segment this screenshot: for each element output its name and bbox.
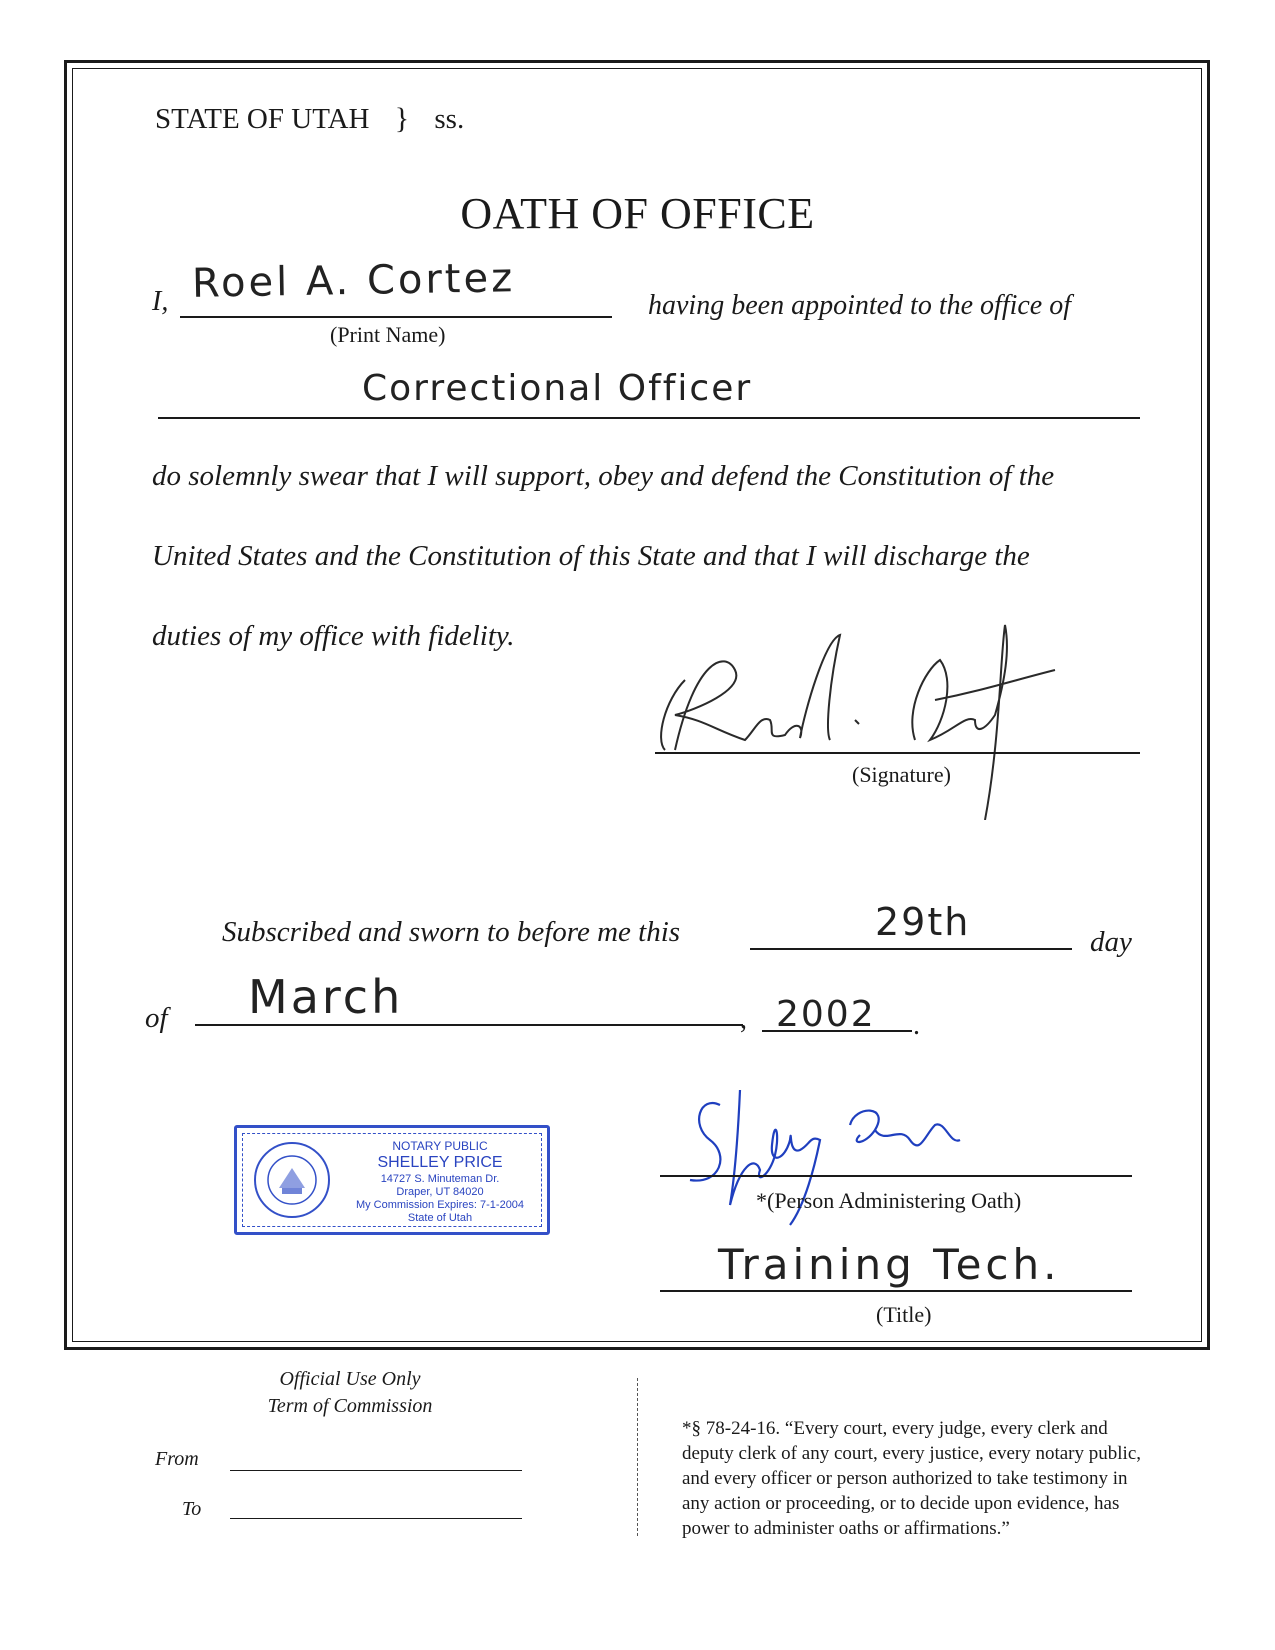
day-label: day xyxy=(1090,926,1132,958)
stamp-line-1: NOTARY PUBLIC xyxy=(392,1139,488,1153)
year-period: . xyxy=(913,1010,920,1041)
statute-line-3: and every officer or person authorized to take testimony in xyxy=(682,1468,1128,1489)
title-handwritten: Training Tech. xyxy=(718,1240,1061,1289)
sworn-text: Subscribed and sworn to before me this xyxy=(222,916,681,948)
month-line xyxy=(195,1024,743,1026)
stamp-line-3: 14727 S. Minuteman Dr. xyxy=(380,1173,500,1185)
official-use-label: Official Use Only xyxy=(279,1368,421,1390)
oath-line-2: United States and the Constitution of this State and that I will discharge the xyxy=(152,540,1030,572)
state-ss: ss. xyxy=(434,103,465,135)
name-caption: (Print Name) xyxy=(330,322,446,347)
stamp-line-5: My Commission Expires: 7-1-2004 xyxy=(355,1199,525,1211)
signature-caption: (Signature) xyxy=(852,762,951,787)
oath-line-1: do solemnly swear that I will support, obey and defend the Constitution of the xyxy=(152,460,1055,492)
to-label: To xyxy=(182,1498,202,1520)
appointee-signature xyxy=(655,620,1095,820)
stamp-line-2: SHELLEY PRICE xyxy=(377,1154,503,1171)
state-seal-icon xyxy=(249,1140,335,1220)
from-line xyxy=(230,1470,522,1471)
notary-stamp xyxy=(234,1125,550,1235)
administrator-line xyxy=(660,1175,1132,1177)
statute-line-5: power to administer oaths or affirmations.” xyxy=(682,1518,1010,1539)
signature-line xyxy=(655,752,1140,754)
appointee-name-handwritten: Roel A. Cortez xyxy=(191,255,516,307)
year-line xyxy=(762,1030,912,1032)
footer-divider xyxy=(637,1378,638,1536)
statute-line-2: deputy clerk of any court, every justice, every notary public, xyxy=(682,1443,1141,1464)
stamp-line-6: State of Utah xyxy=(407,1212,473,1224)
of-label: of xyxy=(145,1002,168,1034)
office-line xyxy=(158,417,1140,419)
office-handwritten: Correctional Officer xyxy=(362,368,753,409)
day-handwritten: 29th xyxy=(875,900,971,944)
oath-line-3: duties of my office with fidelity. xyxy=(152,620,515,652)
name-line xyxy=(180,316,612,318)
statute-note xyxy=(682,1416,1141,1541)
month-handwritten: March xyxy=(248,970,404,1024)
day-line xyxy=(750,948,1072,950)
appointee-prefix: I, xyxy=(152,286,169,317)
to-line xyxy=(230,1518,522,1519)
title-line xyxy=(660,1290,1132,1292)
from-label: From xyxy=(155,1448,199,1470)
page-title: OATH OF OFFICE xyxy=(460,189,815,238)
month-comma: , xyxy=(740,1004,747,1035)
year-handwritten: 2002 xyxy=(776,994,876,1035)
term-of-commission-label: Term of Commission xyxy=(267,1395,433,1417)
administrator-caption: *(Person Administering Oath) xyxy=(756,1188,1022,1213)
appointed-text: having been appointed to the office of xyxy=(648,290,1072,321)
state-bracket: } xyxy=(394,102,410,135)
stamp-line-4: Draper, UT 84020 xyxy=(396,1186,484,1198)
statute-line-4: any action or proceeding, or to decide upon evidence, has xyxy=(682,1493,1120,1514)
statute-line-1: *§ 78-24-16. “Every court, every judge, every clerk and xyxy=(682,1418,1108,1439)
title-caption: (Title) xyxy=(876,1302,932,1327)
state-name: STATE OF UTAH xyxy=(155,103,370,135)
state-header xyxy=(155,102,464,136)
